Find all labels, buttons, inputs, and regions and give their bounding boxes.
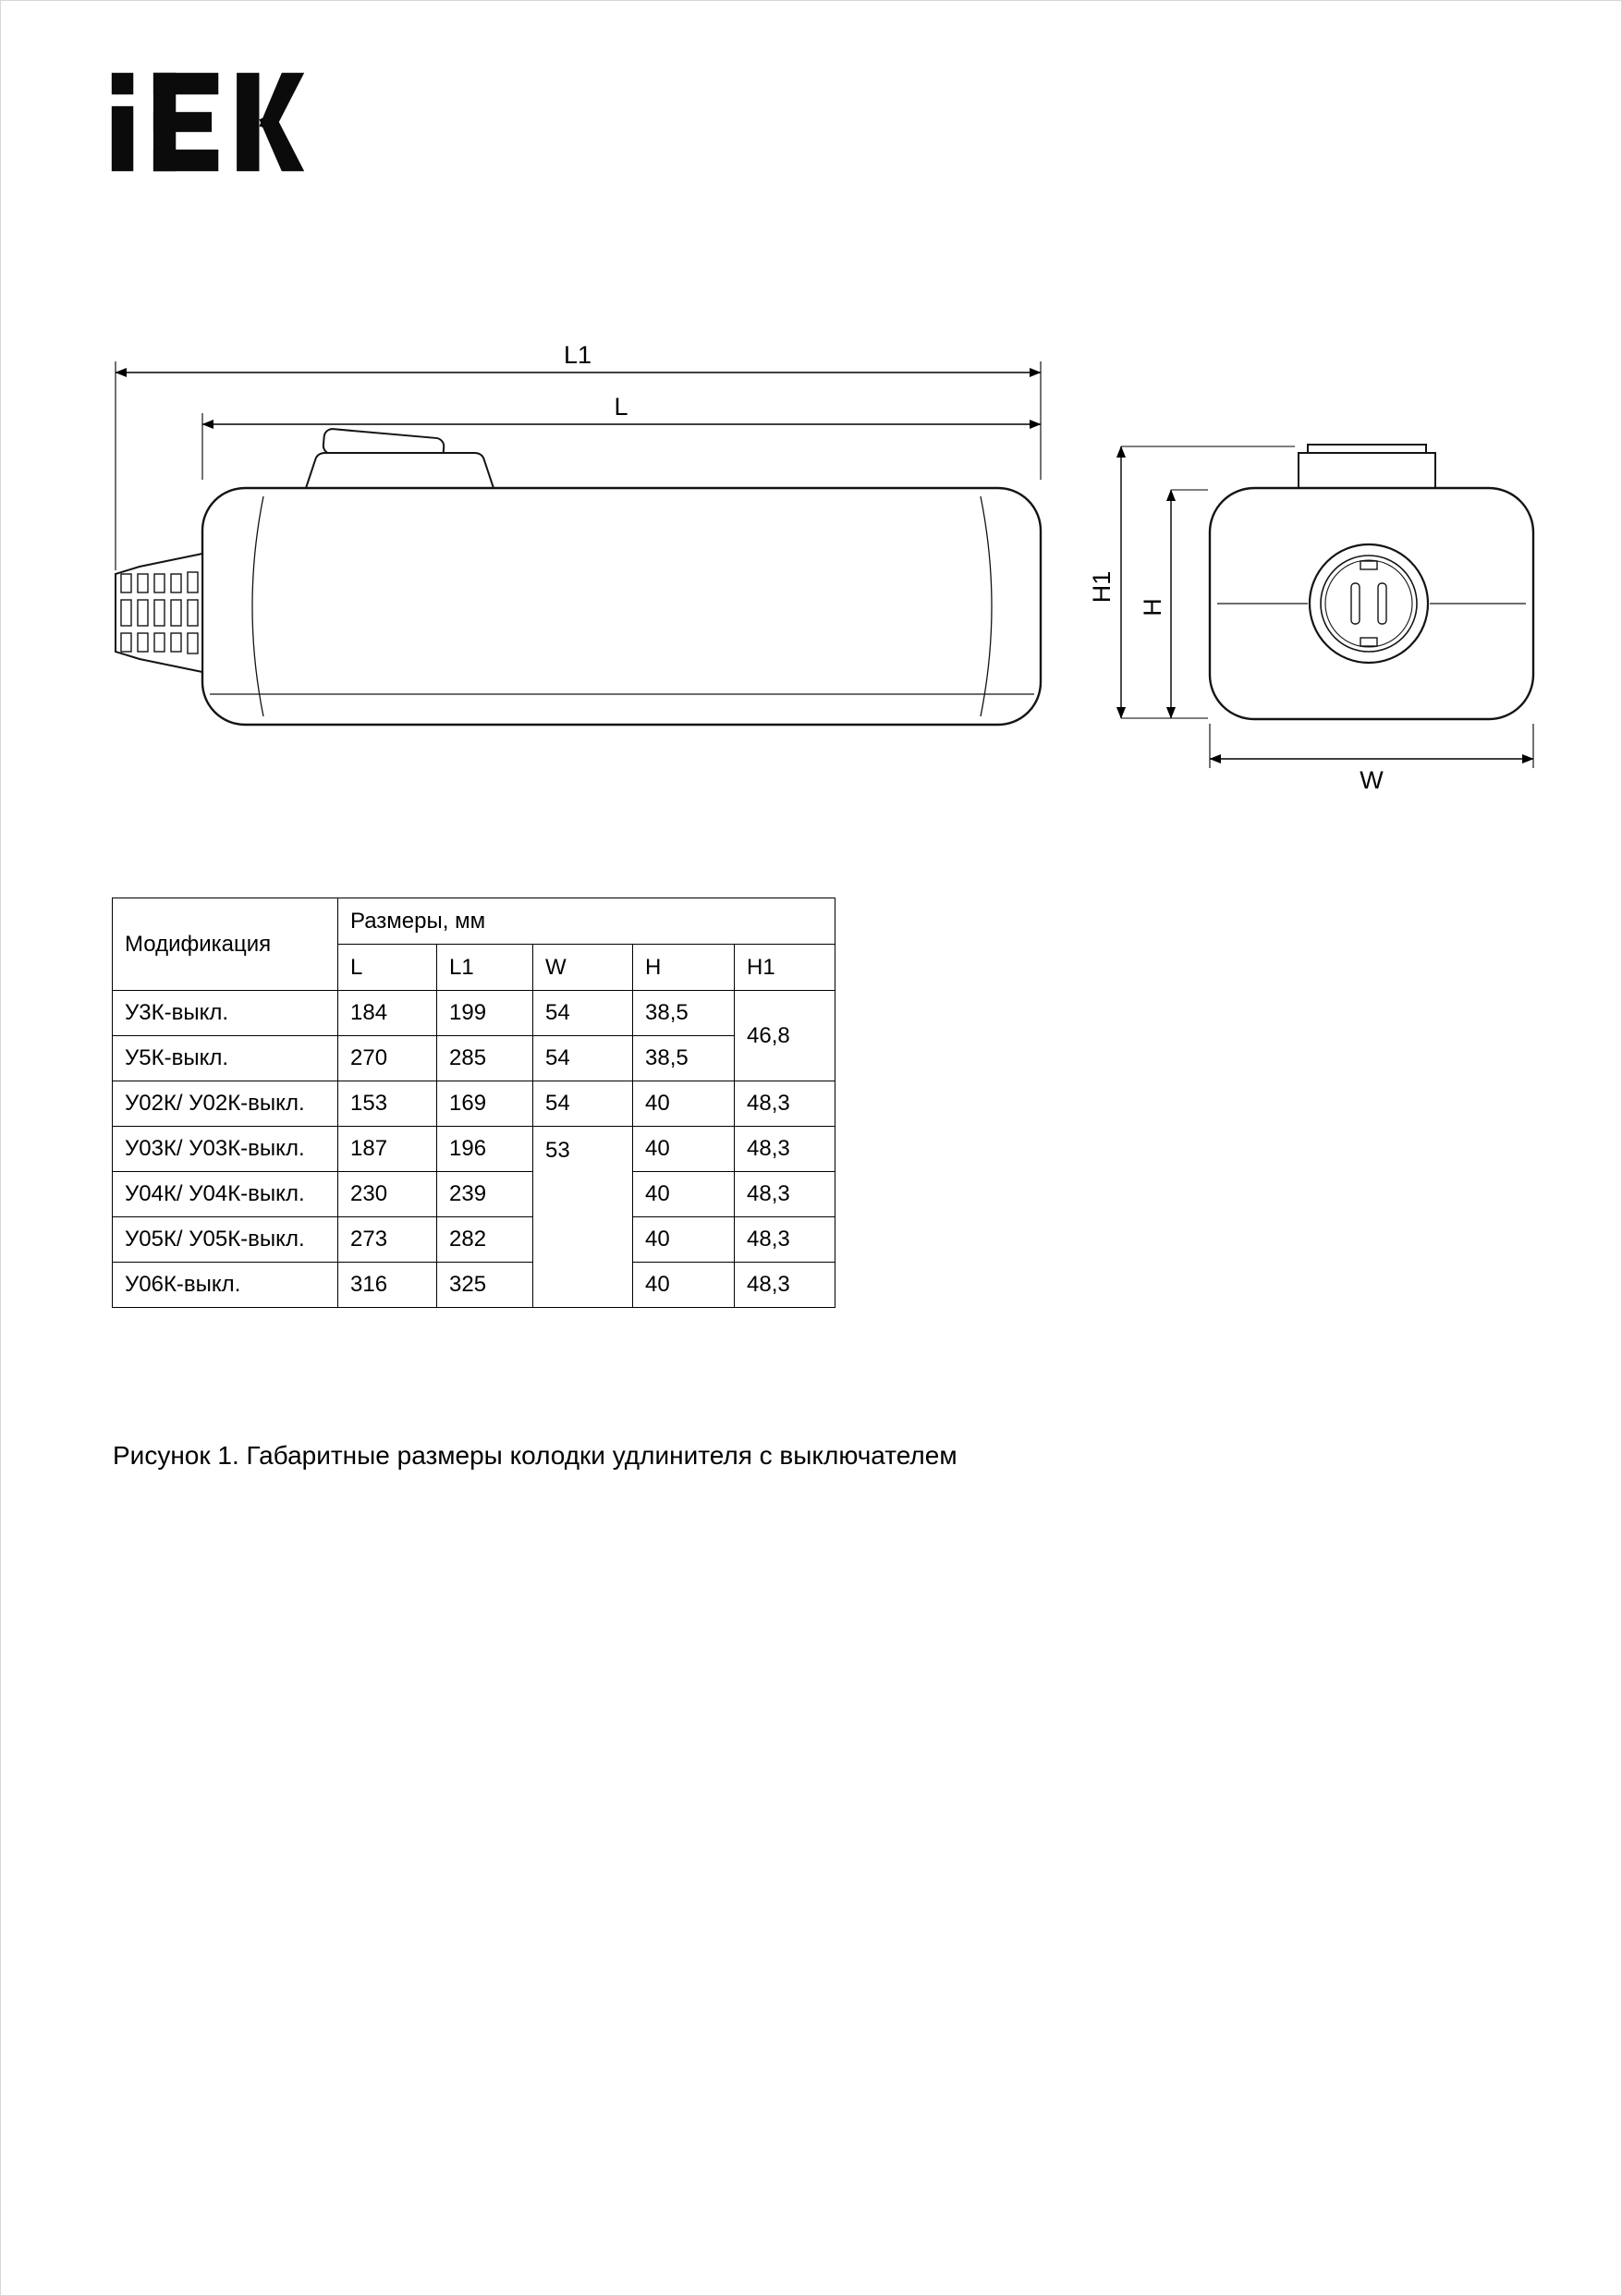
side-view <box>116 341 1041 725</box>
header-l: L <box>338 945 437 991</box>
cell-l1: 196 <box>437 1127 533 1172</box>
table-row <box>113 1263 835 1308</box>
figure-caption: Рисунок 1. Габаритные размеры колодки удлинителя с выключателем <box>113 1441 957 1470</box>
table-row <box>113 1127 835 1172</box>
cell-h1: 48,3 <box>735 1172 835 1217</box>
table-row <box>113 1081 835 1127</box>
cell-l: 230 <box>338 1172 437 1217</box>
table-row <box>113 1036 835 1081</box>
cell-h: 40 <box>633 1127 735 1172</box>
dimension-label-l: L <box>614 393 628 421</box>
cell-l: 270 <box>338 1036 437 1081</box>
cell-w: 54 <box>533 1036 633 1081</box>
cell-l: 187 <box>338 1127 437 1172</box>
cell-h: 38,5 <box>633 1036 735 1081</box>
dimension-label-h: H <box>1139 598 1166 617</box>
table-row <box>113 1172 835 1217</box>
socket-pin-slot-left <box>1351 583 1360 624</box>
cell-name: У03К/ У03К-выкл. <box>113 1127 338 1172</box>
cell-l: 184 <box>338 991 437 1036</box>
cell-l1: 285 <box>437 1036 533 1081</box>
cell-name: У3К-выкл. <box>113 991 338 1036</box>
dimension-label-l1: L1 <box>563 341 592 369</box>
header-l1: L1 <box>437 945 533 991</box>
dimension-label-h1: H1 <box>1088 570 1116 604</box>
header-w: W <box>533 945 633 991</box>
cell-name: У5К-выкл. <box>113 1036 338 1081</box>
socket-pin-slot-right <box>1378 583 1386 624</box>
cell-h1: 48,3 <box>735 1081 835 1127</box>
cell-h: 40 <box>633 1081 735 1127</box>
table-header-row <box>113 898 835 945</box>
cell-l: 153 <box>338 1081 437 1127</box>
cell-w: 54 <box>533 991 633 1036</box>
cell-h1: 48,3 <box>735 1217 835 1263</box>
cell-l1: 282 <box>437 1217 533 1263</box>
header-dimensions: Размеры, мм <box>338 898 835 945</box>
switch-bump <box>306 453 494 488</box>
header-h1: H1 <box>735 945 835 991</box>
cell-h1: 48,3 <box>735 1127 835 1172</box>
side-view-body <box>202 488 1041 725</box>
end-switch-hump <box>1299 453 1435 490</box>
header-modification: Модификация <box>113 898 338 991</box>
dimension-label-w: W <box>1360 766 1384 794</box>
cell-w: 53 <box>533 1127 633 1308</box>
cell-name: У05К/ У05К-выкл. <box>113 1217 338 1263</box>
cell-h1: 46,8 <box>735 991 835 1081</box>
cell-h1: 48,3 <box>735 1263 835 1308</box>
cell-name: У04К/ У04К-выкл. <box>113 1172 338 1217</box>
cell-l1: 199 <box>437 991 533 1036</box>
socket-ground-contact-bottom <box>1360 638 1377 646</box>
cell-l1: 169 <box>437 1081 533 1127</box>
cell-w: 54 <box>533 1081 633 1127</box>
table-row <box>113 991 835 1036</box>
cell-l: 273 <box>338 1217 437 1263</box>
cell-h: 40 <box>633 1217 735 1263</box>
cell-h: 40 <box>633 1263 735 1308</box>
cell-l1: 325 <box>437 1263 533 1308</box>
table-row <box>113 1217 835 1263</box>
cell-name: У02К/ У02К-выкл. <box>113 1081 338 1127</box>
header-h: H <box>633 945 735 991</box>
dimension-drawing <box>1 1 1622 833</box>
cell-h: 38,5 <box>633 991 735 1036</box>
cell-l: 316 <box>338 1263 437 1308</box>
socket-ground-contact-top <box>1360 561 1377 569</box>
socket-face <box>1310 544 1428 663</box>
cell-h: 40 <box>633 1172 735 1217</box>
end-view <box>1088 445 1533 794</box>
dimensions-table <box>112 898 835 1308</box>
cell-l1: 239 <box>437 1172 533 1217</box>
cell-name: У06К-выкл. <box>113 1263 338 1308</box>
